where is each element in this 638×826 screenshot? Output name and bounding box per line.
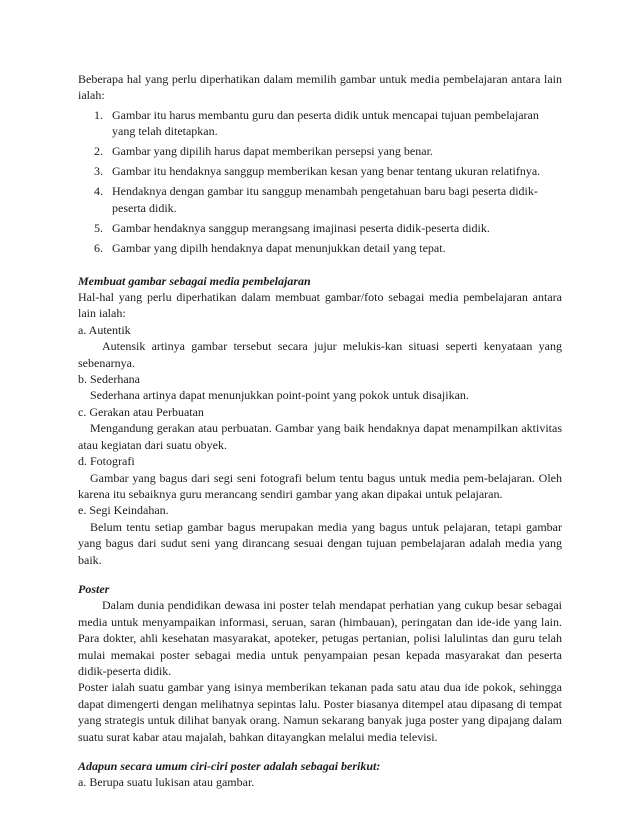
subitem-title: e. Segi Keindahan. — [78, 503, 169, 518]
subitem-desc: Belum tentu setiap gambar bagus merupakan media yang bagus untuk pelajaran, tetapi gambar yang bagus dari sudut seni yang dirancang sesuai dengan tujuan pembelajaran adalah media yang baik. — [78, 519, 562, 567]
list-number: 6. — [94, 240, 103, 255]
list-text: Gambar hendaknya sanggup merangsang imajinasi peserta didik-peserta didik. — [112, 220, 490, 235]
section-intro: Hal-hal yang perlu diperhatikan dalam membuat gambar/foto sebagai media pembelajaran antara lain ialah: — [78, 290, 562, 321]
subitem-desc: Mengandung gerakan atau perbuatan. Gambar yang baik hendaknya dapat menampilkan aktivitas atau kegiatan dari suatu obyek. — [78, 421, 562, 452]
list-text: Gambar itu harus membantu guru dan peserta didik untuk mencapai tujuan pembelajaran yang telah ditetapkan. — [112, 107, 539, 139]
subitem-title: a. Autentik — [78, 322, 131, 337]
list-item — [78, 183, 562, 216]
subitem-title: c. Gerakan atau Perbuatan — [78, 404, 204, 419]
intro-paragraph: Beberapa hal yang perlu diperhatikan dalam memilih gambar untuk media pembelajaran antara lain ialah: — [78, 72, 562, 103]
list-item — [78, 240, 562, 256]
subitem-title: b. Sederhana — [78, 372, 140, 387]
subitem-title: a. Berupa suatu lukisan atau gambar. — [78, 775, 255, 790]
subitem-desc: Autensik artinya gambar tersebut secara jujur melukis-kan situasi seperti kenyataan yang sebenarnya. — [78, 339, 562, 370]
list-number: 2. — [94, 144, 103, 159]
list-text: Gambar itu hendaknya sanggup memberikan kesan yang benar tentang ukuran relatifnya. — [112, 164, 541, 179]
list-item — [78, 220, 562, 236]
document-page — [78, 71, 562, 791]
list-text: Gambar yang dipilih harus dapat memberikan persepsi yang benar. — [112, 144, 433, 159]
poster-paragraph: Poster ialah suatu gambar yang isinya memberikan tekanan pada satu atau dua ide pokok, sehingga dapat dimengerti dengan melihatnya sepintas lalu. Poster biasanya ditempel atau dipasang di tempat yang strategis untuk dilihat banyak orang. Namun sekarang banyak juga poster yang dipajang dalam suatu surat kabar atau majalah, bahkan ditayangkan melalui media televisi. — [78, 680, 562, 744]
subitem-desc: Sederhana artinya dapat menunjukkan point-point yang pokok untuk disajikan. — [90, 388, 469, 403]
list-number: 4. — [94, 184, 103, 199]
list-item — [78, 163, 562, 179]
section-heading-membuat-gambar: Membuat gambar sebagai media pembelajaran — [78, 273, 311, 288]
list-number: 1. — [94, 107, 103, 122]
subitem-desc: Gambar yang bagus dari segi seni fotografi belum tentu bagus untuk media pem-belajaran. Oleh karena itu sebaiknya guru merancang sendiri gambar yang akan dipakai untuk pelajaran. — [78, 470, 562, 501]
poster-paragraph: Dalam dunia pendidikan dewasa ini poster telah mendapat perhatian yang cukup besar sebagai media untuk menyampaikan informasi, seruan, saran (himbauan), peringatan dan ide-ide yang lain. Para dokter, ahli kesehatan masyarakat, apoteker, petugas pertanian, polisi lalulintas dan guru telah mulai memakai poster sebagai media untuk penyampaian pesan kepada masyarakat dan peserta didik-peserta didik. — [78, 598, 562, 678]
section-heading-ciri-ciri: Adapun secara umum ciri-ciri poster adalah sebagai berikut: — [78, 759, 381, 773]
list-number: 3. — [94, 164, 103, 179]
subitem-title: d. Fotografi — [78, 454, 135, 469]
list-item — [78, 143, 562, 159]
list-text: Gambar yang dipilh hendaknya dapat menunjukkan detail yang tepat. — [112, 240, 446, 255]
criteria-list — [78, 107, 562, 256]
list-item — [78, 107, 562, 140]
list-number: 5. — [94, 220, 103, 235]
section-heading-poster: Poster — [78, 581, 110, 596]
list-text: Hendaknya dengan gambar itu sanggup menambah pengetahuan baru bagi peserta didik-peserta didik. — [112, 184, 538, 215]
